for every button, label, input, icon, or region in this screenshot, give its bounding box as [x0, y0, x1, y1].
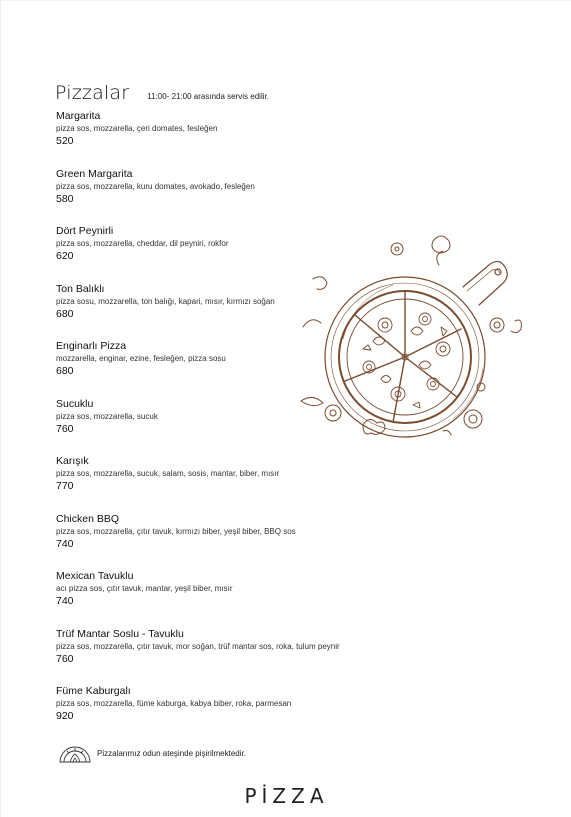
menu-item [56, 569, 356, 627]
item-name: Füme Kaburgalı [56, 685, 131, 697]
item-description: pizza sos, mozzarella, çıtır tavuk, mor soğan, trüf mantar sos, roka, tulum peynir [56, 641, 340, 651]
item-name: Green Margarita [56, 167, 133, 180]
menu-item [56, 684, 356, 742]
item-description: pizza sosu, mozzarella, ton balığı, kapari, mısır, kırmızı soğan [56, 296, 275, 306]
menu-item [56, 167, 356, 225]
item-name: Chicken BBQ [56, 512, 120, 525]
item-name: Trüf Mantar Soslu - Tavuklu [56, 627, 184, 640]
item-name: Karışık [56, 455, 89, 467]
item-price: 770 [56, 480, 74, 492]
menu-header [55, 82, 269, 104]
item-description: pizza sos, mozzarella, cheddar, dil peyniri, rokfor [56, 239, 229, 248]
item-price: 580 [56, 192, 74, 205]
item-price: 680 [56, 307, 74, 320]
wood-oven-icon [58, 742, 92, 764]
item-price: 760 [56, 422, 74, 435]
item-price: 620 [56, 250, 74, 262]
item-name: Margarita [56, 110, 101, 122]
wood-fired-note [58, 742, 246, 764]
page-title: Pizzalar [55, 82, 130, 104]
item-price: 760 [56, 652, 74, 665]
brand-logo: PİZZA [244, 784, 329, 808]
item-description: pizza sos, mozzarella, kuru domates, avokado, fesleğen [56, 181, 255, 191]
item-description: pizza sos, mozzarella, füme kaburga, kabya biber, roka, parmesan [56, 699, 292, 708]
item-description: pizza sos, mozzarella, çeri domates, fesleğen [56, 124, 218, 133]
item-price: 740 [56, 595, 74, 607]
menu-item [56, 454, 356, 512]
item-price: 520 [56, 135, 74, 147]
menu-item [56, 109, 356, 167]
item-price: 680 [56, 365, 74, 377]
item-name: Mexican Tavuklu [56, 570, 134, 582]
item-price: 740 [56, 537, 74, 550]
pizza-board-illustration [293, 229, 533, 457]
item-name: Enginarlı Pizza [56, 340, 127, 352]
menu-item [56, 627, 356, 685]
item-name: Sucuklu [56, 397, 94, 410]
menu-item [56, 512, 356, 570]
item-description: pizza sos, mozzarella, sucuk, salam, sosis, mantar, biber, mısır [56, 469, 280, 478]
item-price: 920 [56, 710, 74, 722]
item-description: mozzarella, enginar, ezine, fesleğen, pizza sosu [56, 354, 226, 363]
item-name: Dört Peynirli [56, 225, 114, 237]
item-name: Ton Balıklı [56, 282, 105, 295]
item-description: pizza sos, mozzarella, çıtır tavuk, kırmızı biber, yeşil biber, BBQ sos [56, 526, 296, 536]
service-hours: 11:00- 21:00 arasında servis edilir. [147, 92, 269, 101]
note-text: Pizzalarımız odun ateşinde pişirilmektedir. [97, 748, 246, 758]
item-description: acı pizza sos, çıtır tavuk, mantar, yeşil biber, mısır [56, 584, 233, 593]
item-description: pizza sos, mozzarella, sucuk [56, 411, 158, 421]
